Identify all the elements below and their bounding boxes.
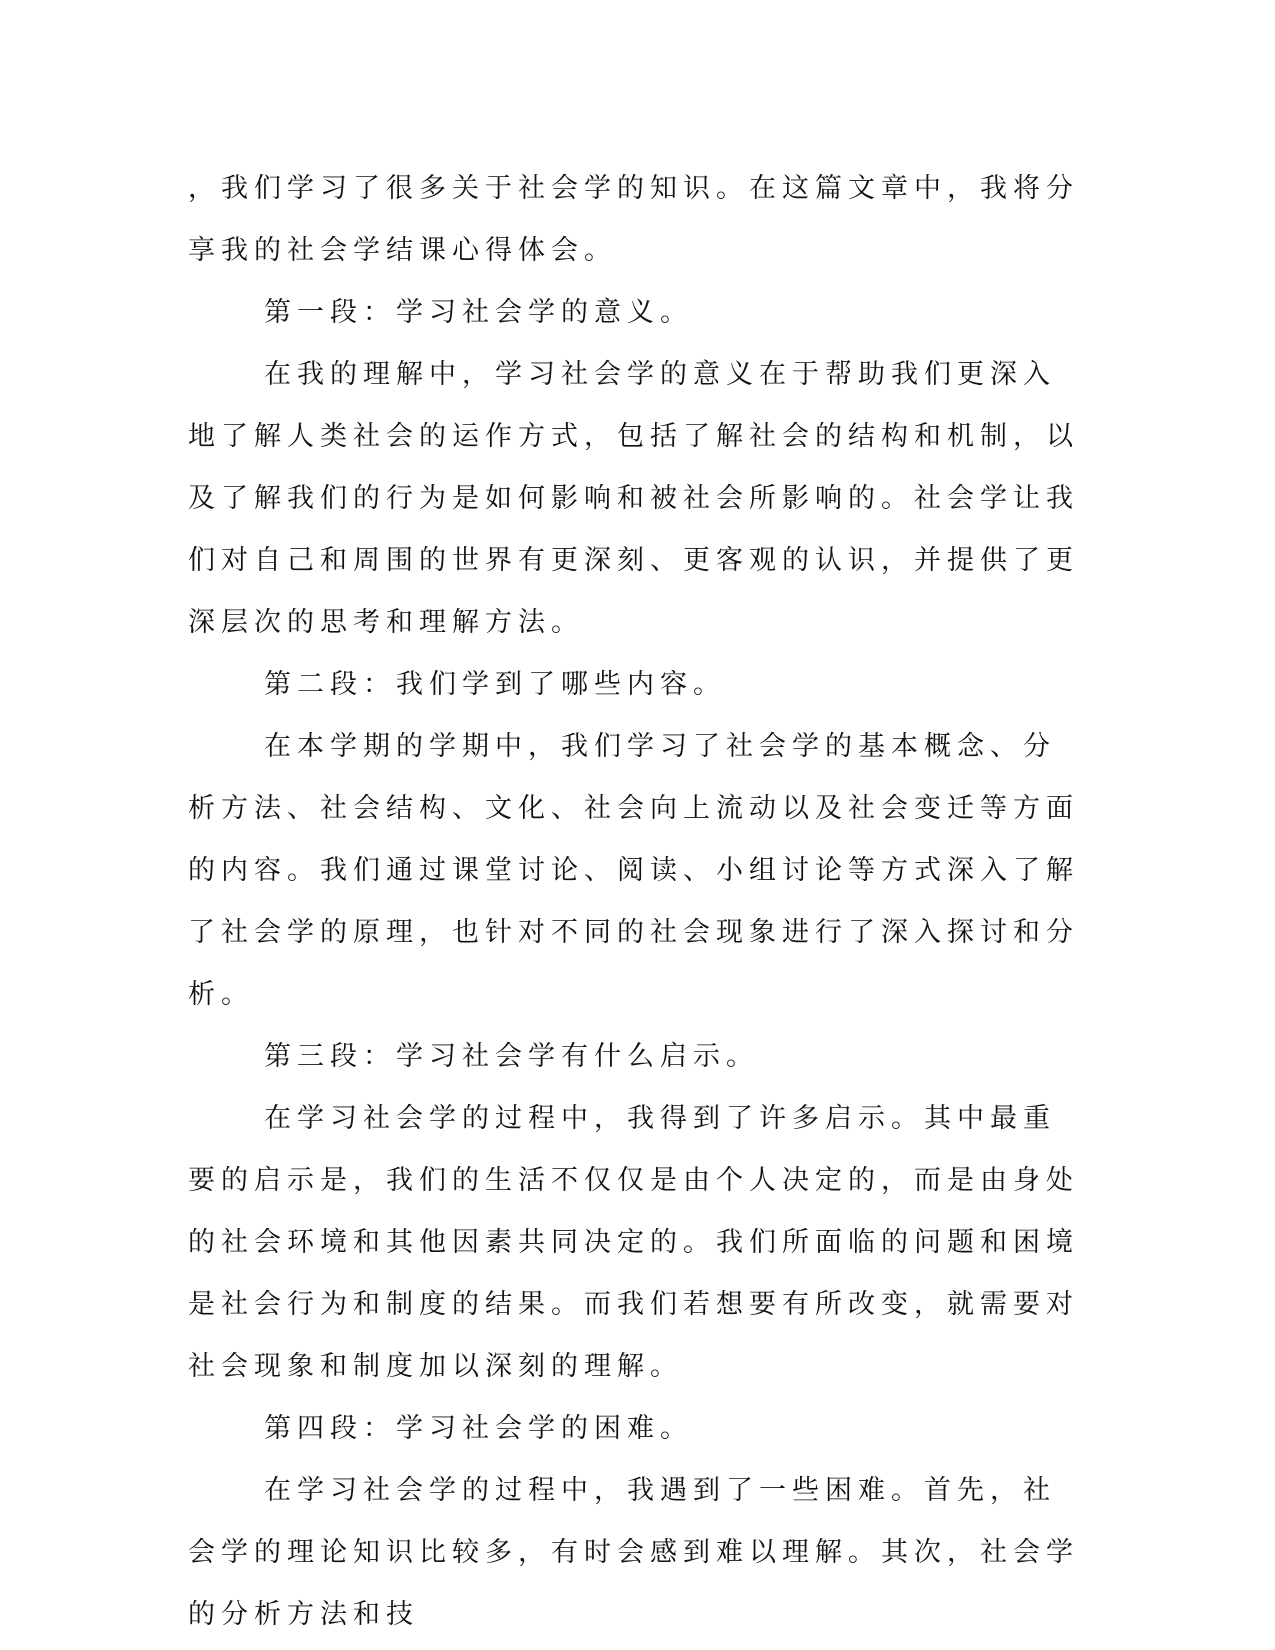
paragraph-section-3: 在学习社会学的过程中，我得到了许多启示。其中最重要的启示是，我们的生活不仅仅是由个人决定的，而是由身处的社会环境和其他因素共同决定的。我们所面临的问题和困境是社会行为和制度的结果。而我们若想要有所改变，就需要对社会现象和制度加以深刻的理解。 (188, 1103, 1079, 1382)
document-body (188, 158, 1080, 1646)
paragraph-section-4: 在学习社会学的过程中，我遇到了一些困难。首先，社会学的理论知识比较多，有时会感到难以理解。其次，社会学的分析方法和技 (188, 1475, 1079, 1630)
section-heading-2: 第二段：我们学到了哪些内容。 (264, 669, 726, 700)
section-heading-4: 第四段：学习社会学的困难。 (264, 1413, 693, 1444)
paragraph-intro: ，我们学习了很多关于社会学的知识。在这篇文章中，我将分享我的社会学结课心得体会。 (188, 173, 1079, 266)
paragraph-section-2: 在本学期的学期中，我们学习了社会学的基本概念、分析方法、社会结构、文化、社会向上流动以及社会变迁等方面的内容。我们通过课堂讨论、阅读、小组讨论等方式深入了解了社会学的原理，也针对不同的社会现象进行了深入探讨和分析。 (188, 731, 1079, 1010)
paragraph-section-1: 在我的理解中，学习社会学的意义在于帮助我们更深入地了解人类社会的运作方式，包括了解社会的结构和机制，以及了解我们的行为是如何影响和被社会所影响的。社会学让我们对自己和周围的世界有更深刻、更客观的认识，并提供了更深层次的思考和理解方法。 (188, 359, 1079, 638)
section-heading-1: 第一段：学习社会学的意义。 (264, 297, 693, 328)
section-heading-3: 第三段：学习社会学有什么启示。 (264, 1041, 759, 1072)
